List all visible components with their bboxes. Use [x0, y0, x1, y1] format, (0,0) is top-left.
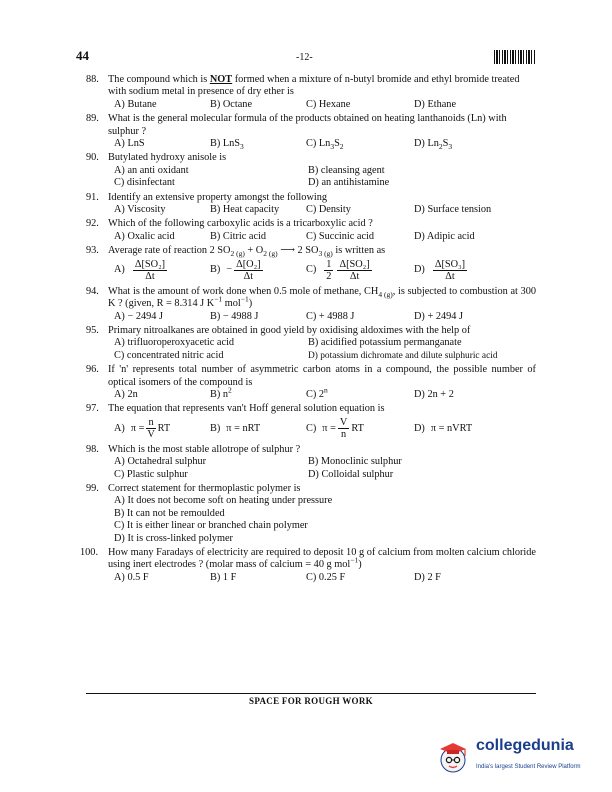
- option-b: B) Octane: [210, 98, 253, 110]
- question-text: Average rate of reaction 2 $SO_{2 (g)} + O_{2 (g)}$ ⟶ 2 $SO_{3 (g)}$ is written as: [108, 245, 386, 259]
- options: [108, 138, 536, 150]
- option-b: B) LnS$_3$: [210, 138, 244, 152]
- logo-wordmark: collegedunia: [476, 737, 574, 754]
- option-d: D) 2 F: [414, 571, 441, 583]
- option-d: D) $\frac{\text{Δ[SO₃]}}{\Delta t}$: [414, 259, 466, 283]
- options: [108, 456, 536, 481]
- question-88: 88. The compound which is NOT formed when a mixture of n-butyl bromide and ethyl bromide treated with sodium metal in presence of dry ether is A) Butane B) Octane C) Hexane D) Ethane: [86, 74, 536, 111]
- question-list: [80, 74, 536, 586]
- question-97: 97. The equation that represents van't Hoff general solution equation is A) π = $\frac{n}{V}$ RT B) π = nRT C) π = $\frac{V}{n}$ RT D) π = nVRT: [86, 403, 536, 441]
- option-d: D) potassium dichromate and dilute sulphuric acid: [308, 350, 498, 361]
- question-90: 90. Butylated hydroxy anisole is A) an anti oxidant B) cleansing agent C) disinfectant D) an antihistamine: [86, 152, 536, 189]
- question-text: How many Faradays of electricity are required to deposit 10 g of calcium from molten calcium chloride using inert electrodes ? (molar mass of calcium = 40 g mol$^{-1}$): [108, 547, 536, 571]
- option-a: A) It does not become soft on heating under pressure: [114, 495, 333, 507]
- option-a: A) − 2494 J: [114, 310, 163, 322]
- option-b: B) Monoclinic sulphur: [308, 456, 402, 468]
- rough-work-label: SPACE FOR ROUGH WORK: [249, 696, 373, 706]
- options: [108, 416, 536, 442]
- logo-tagline: India's largest Student Review Platform: [476, 764, 581, 770]
- question-text: Which of the following carboxylic acids is a tricarboxylic acid ?: [108, 218, 373, 230]
- options: [108, 311, 536, 323]
- option-a: A) 2n: [114, 388, 138, 400]
- options: [108, 385, 536, 401]
- graduate-mascot-icon: [436, 740, 470, 774]
- option-a: A) $\frac{\text{Δ[SO₂]}}{\Delta t}$: [114, 259, 166, 283]
- question-text: What is the amount of work done when 0.5 mole of methane, $CH_{4 (g)}$, is subjected to combustion at 300 K ? (given, R = 8.314 J $K^{-1}$ mol$^{-1}$): [108, 285, 536, 310]
- question-text: Butylated hydroxy anisole is: [108, 152, 227, 164]
- page-number: 44: [76, 48, 89, 63]
- option-c: C) It is either linear or branched chain polymer: [114, 520, 308, 532]
- option-b: B) Citric acid: [210, 230, 267, 242]
- option-c: C) π = $\frac{V}{n}$ RT: [306, 417, 364, 441]
- option-d: D) It is cross-linked polymer: [114, 532, 233, 544]
- question-text: What is the general molecular formula of the products obtained on heating lanthanoids (Ln) with sulphur ?: [108, 113, 507, 137]
- question-94: 94. What is the amount of work done when 0.5 mole of methane, $CH_{4 (g)}$, is subjected to combustion at 300 K ? (given, R = 8.314 J $K^{-1}$ mol$^{-1}$) A) − 2494 J B) − 4988 J C) + 4988 J D) + 2494 J: [86, 285, 536, 322]
- option-c: C) + 4988 J: [306, 310, 355, 322]
- option-a: A) Butane: [114, 98, 157, 110]
- option-a: A) LnS: [114, 138, 145, 150]
- option-a: A) 0.5 F: [114, 571, 149, 583]
- question-text: Primary nitroalkanes are obtained in good yield by oxidising aldoximes with the help of: [108, 324, 471, 336]
- options: [108, 572, 536, 584]
- option-c: C) 0.25 F: [306, 571, 346, 583]
- option-d: D) Adipic acid: [414, 230, 475, 242]
- question-91: 91. Identify an extensive property amongst the following A) Viscosity B) Heat capacity C) Density D) Surface tension: [86, 192, 536, 217]
- option-c: C) 2$^n$: [306, 385, 328, 400]
- option-c: C) $\frac{1}{2}$ $\frac{\text{Δ[SO₂]}}{\Delta t}$: [306, 259, 370, 283]
- options: [108, 258, 536, 284]
- option-d: D) 2n + 2: [414, 388, 454, 400]
- option-d: D) Ethane: [414, 98, 457, 110]
- page-center-mark: -12-: [296, 52, 313, 63]
- option-d: D) Colloidal sulphur: [308, 468, 394, 480]
- option-a: A) an anti oxidant: [114, 164, 189, 176]
- option-b: B) − 4988 J: [210, 310, 259, 322]
- option-b: B) 1 F: [210, 571, 237, 583]
- footer-divider: [86, 693, 536, 694]
- option-c: C) disinfectant: [114, 177, 175, 189]
- option-c: C) Density: [306, 204, 351, 216]
- options: [108, 495, 536, 545]
- option-b: B) cleansing agent: [308, 164, 385, 176]
- options: [108, 99, 536, 111]
- option-a: A) Octahedral sulphur: [114, 456, 207, 468]
- option-d: D) an antihistamine: [308, 177, 390, 189]
- question-text: Identify an extensive property amongst the following: [108, 191, 328, 203]
- option-b: B) Heat capacity: [210, 204, 280, 216]
- options: [108, 165, 536, 190]
- option-c: C) concentrated nitric acid: [114, 349, 224, 361]
- options: [108, 231, 536, 243]
- option-a: A) trifluoroperoxyacetic acid: [114, 337, 235, 349]
- question-text: The compound which is NOT formed when a mixture of n-butyl bromide and ethyl bromide treated with sodium metal in presence of dry ether is: [108, 74, 520, 98]
- question-92: 92. Which of the following carboxylic acids is a tricarboxylic acid ? A) Oxalic acid B) Citric acid C) Succinic acid D) Adipic acid: [86, 218, 536, 243]
- option-b: B) $n^2$: [210, 385, 232, 400]
- option-d: D) $Ln_2S_3$: [414, 138, 453, 152]
- barcode-icon: [494, 50, 536, 64]
- question-98: 98. Which is the most stable allotrope of sulphur ? A) Octahedral sulphur B) Monoclinic sulphur C) Plastic sulphur D) Colloidal sulphur: [86, 444, 536, 481]
- option-b: B) π = nRT: [210, 422, 261, 434]
- question-96: 96. If 'n' represents total number of asymmetric carbon atoms in a compound, the possible number of optical isomers of the compound is A) 2n B) $n^2$ C) 2$^n$ D) 2n + 2: [86, 364, 536, 400]
- option-a: A) Oxalic acid: [114, 230, 175, 242]
- option-b: B) − $\frac{\text{Δ[O₂]}}{\Delta t}$: [210, 259, 261, 283]
- collegedunia-logo[interactable]: [436, 737, 596, 776]
- option-a: A) π = $\frac{n}{V}$ RT: [114, 417, 171, 441]
- option-a: A) Viscosity: [114, 204, 166, 216]
- question-100: 100. How many Faradays of electricity are required to deposit 10 g of calcium from molten calcium chloride using inert electrodes ? (molar mass of calcium = 40 g mol$^{-1}$) A) 0.5 F B) 1 F C) 0.25 F D) 2 F: [80, 547, 536, 583]
- option-d: D) Surface tension: [414, 204, 492, 216]
- option-c: C) Plastic sulphur: [114, 468, 188, 480]
- question-text: Correct statement for thermoplastic polymer is: [108, 482, 301, 494]
- question-text: The equation that represents van't Hoff general solution equation is: [108, 403, 385, 415]
- question-text: If 'n' represents total number of asymmetric carbon atoms in a compound, the possible number of optical isomers of the compound is: [108, 364, 536, 388]
- question-93: 93. Average rate of reaction 2 $SO_{2 (g)} + O_{2 (g)}$ ⟶ 2 $SO_{3 (g)}$ is written as A) $\frac{\text{Δ[SO₂]}}{\Delta t}$ B) − $\frac{\text{Δ[O₂]}}{\Delta t}$ C) $\frac{1}{2}$ $\frac{\text{Δ[SO₂]}}{\Delta t}$ D) $\frac{\text{Δ[SO₃]}}{\Delta t}$: [86, 245, 536, 283]
- option-d: D) π = nVRT: [414, 422, 473, 434]
- question-text: Which is the most stable allotrope of sulphur ?: [108, 443, 301, 455]
- options: [108, 204, 536, 216]
- option-b: B) It can not be remoulded: [114, 507, 225, 519]
- question-95: 95. Primary nitroalkanes are obtained in good yield by oxidising aldoximes with the help of A) trifluoroperoxyacetic acid B) acidified potassium permanganate C) concentrated nitric acid D) potassium dichromate and dilute sulphuric acid: [86, 325, 536, 362]
- option-c: C) Succinic acid: [306, 230, 375, 242]
- option-b: B) acidified potassium permanganate: [308, 337, 462, 349]
- question-99: 99. Correct statement for thermoplastic polymer is A) It does not become soft on heating under pressure B) It can not be remoulded C) It is either linear or branched chain polymer D) It is cross-linked polymer: [86, 483, 536, 545]
- option-c: C) Hexane: [306, 98, 351, 110]
- page-header: [76, 50, 536, 68]
- option-c: C) $Ln_3S_2$: [306, 138, 344, 152]
- question-89: 89. What is the general molecular formula of the products obtained on heating lanthanoids (Ln) with sulphur ? A) LnS B) LnS$_3$ C) $Ln_3S_2$ D) $Ln_2S_3$: [86, 113, 536, 150]
- options: [108, 337, 536, 362]
- option-d: D) + 2494 J: [414, 310, 463, 322]
